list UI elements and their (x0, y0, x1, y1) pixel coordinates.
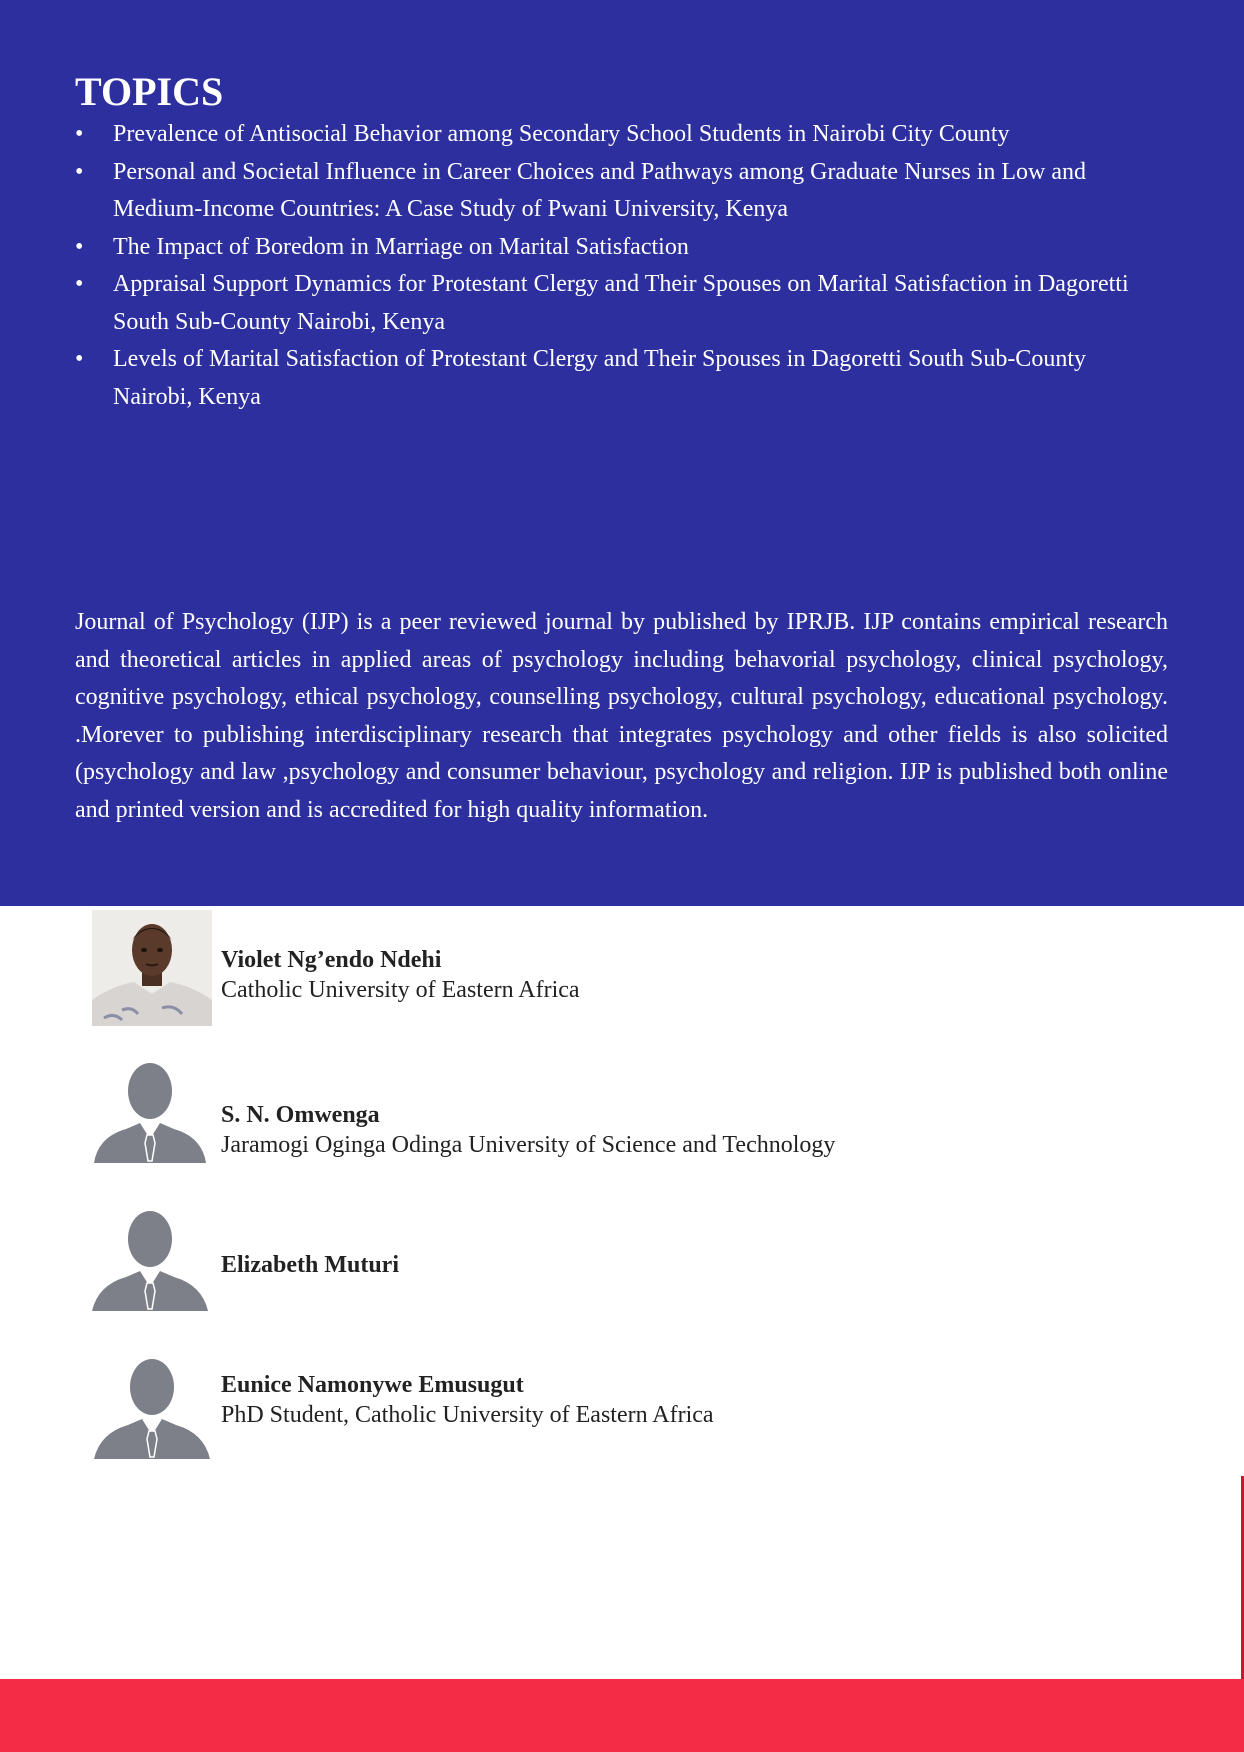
footer-band (0, 1679, 1244, 1752)
author-info (221, 945, 580, 1005)
author-photo (92, 1059, 212, 1175)
author-entry (92, 1207, 1192, 1325)
topic-text: Prevalence of Antisocial Behavior among Secondary School Students in Nairobi City County (113, 121, 1010, 147)
portrait-photo (92, 910, 212, 1026)
author-info (221, 1100, 835, 1160)
author-photo (92, 1207, 212, 1323)
topic-text: Appraisal Support Dynamics for Protestant Clergy and Their Spouses on Marital Satisfaction in Dagoretti South Sub-County Nairobi, Kenya (113, 271, 1129, 335)
person-silhouette-icon (92, 1355, 212, 1471)
topics-list (75, 116, 1168, 416)
person-silhouette-icon (92, 1059, 212, 1175)
author-info (221, 1250, 399, 1280)
author-name: Violet Ng’endo Ndehi (221, 947, 442, 973)
author-name: Elizabeth Muturi (221, 1252, 399, 1278)
bullet-icon: • (75, 233, 84, 260)
person-silhouette-icon (92, 1207, 212, 1323)
bullet-icon: • (75, 158, 84, 185)
author-photo (92, 910, 212, 1026)
topic-text: The Impact of Boredom in Marriage on Marital Satisfaction (113, 233, 689, 260)
topic-item (75, 229, 1168, 267)
topic-text: Levels of Marital Satisfaction of Protestant Clergy and Their Spouses in Dagoretti South Sub-County Nairobi, Kenya (113, 346, 1086, 410)
author-entry (92, 910, 1192, 1028)
journal-description: Journal of Psychology (IJP) is a peer reviewed journal by published by IPRJB. IJP contains empirical research and theoretical articles in applied areas of psychology including behavorial psychology, clinical psychology, cognitive psychology, ethical psychology, counselling psychology, cultural psychology, educational psychology. .Morever to publishing interdisciplinary research that integrates psychology and other fields is also solicited (psychology and law ,psychology and consumer behaviour, psychology and religion. IJP is published both online and printed version and is accredited for high quality information. (75, 609, 1168, 823)
topics-heading: TOPICS (75, 69, 224, 114)
author-entry (92, 1059, 1192, 1177)
author-affiliation: PhD Student, Catholic University of Eastern Africa (221, 1402, 714, 1428)
bullet-icon: • (75, 346, 84, 372)
bullet-icon: • (75, 121, 84, 147)
topic-item (75, 154, 1168, 229)
author-entry (92, 1355, 1192, 1473)
author-name: S. N. Omwenga (221, 1102, 380, 1128)
topic-text: Personal and Societal Influence in Career Choices and Pathways among Graduate Nurses in Low and Medium-Income Countries: A Case Study of Pwani University, Kenya (113, 158, 1087, 222)
topic-item (75, 266, 1168, 341)
author-info (221, 1370, 714, 1430)
author-affiliation: Catholic University of Eastern Africa (221, 977, 580, 1003)
bullet-icon: • (75, 271, 84, 297)
author-photo (92, 1355, 212, 1471)
topic-item (75, 116, 1168, 154)
author-affiliation: Jaramogi Oginga Odinga University of Science and Technology (221, 1132, 836, 1158)
topic-item (75, 341, 1168, 416)
author-name: Eunice Namonywe Emusugut (221, 1372, 524, 1398)
